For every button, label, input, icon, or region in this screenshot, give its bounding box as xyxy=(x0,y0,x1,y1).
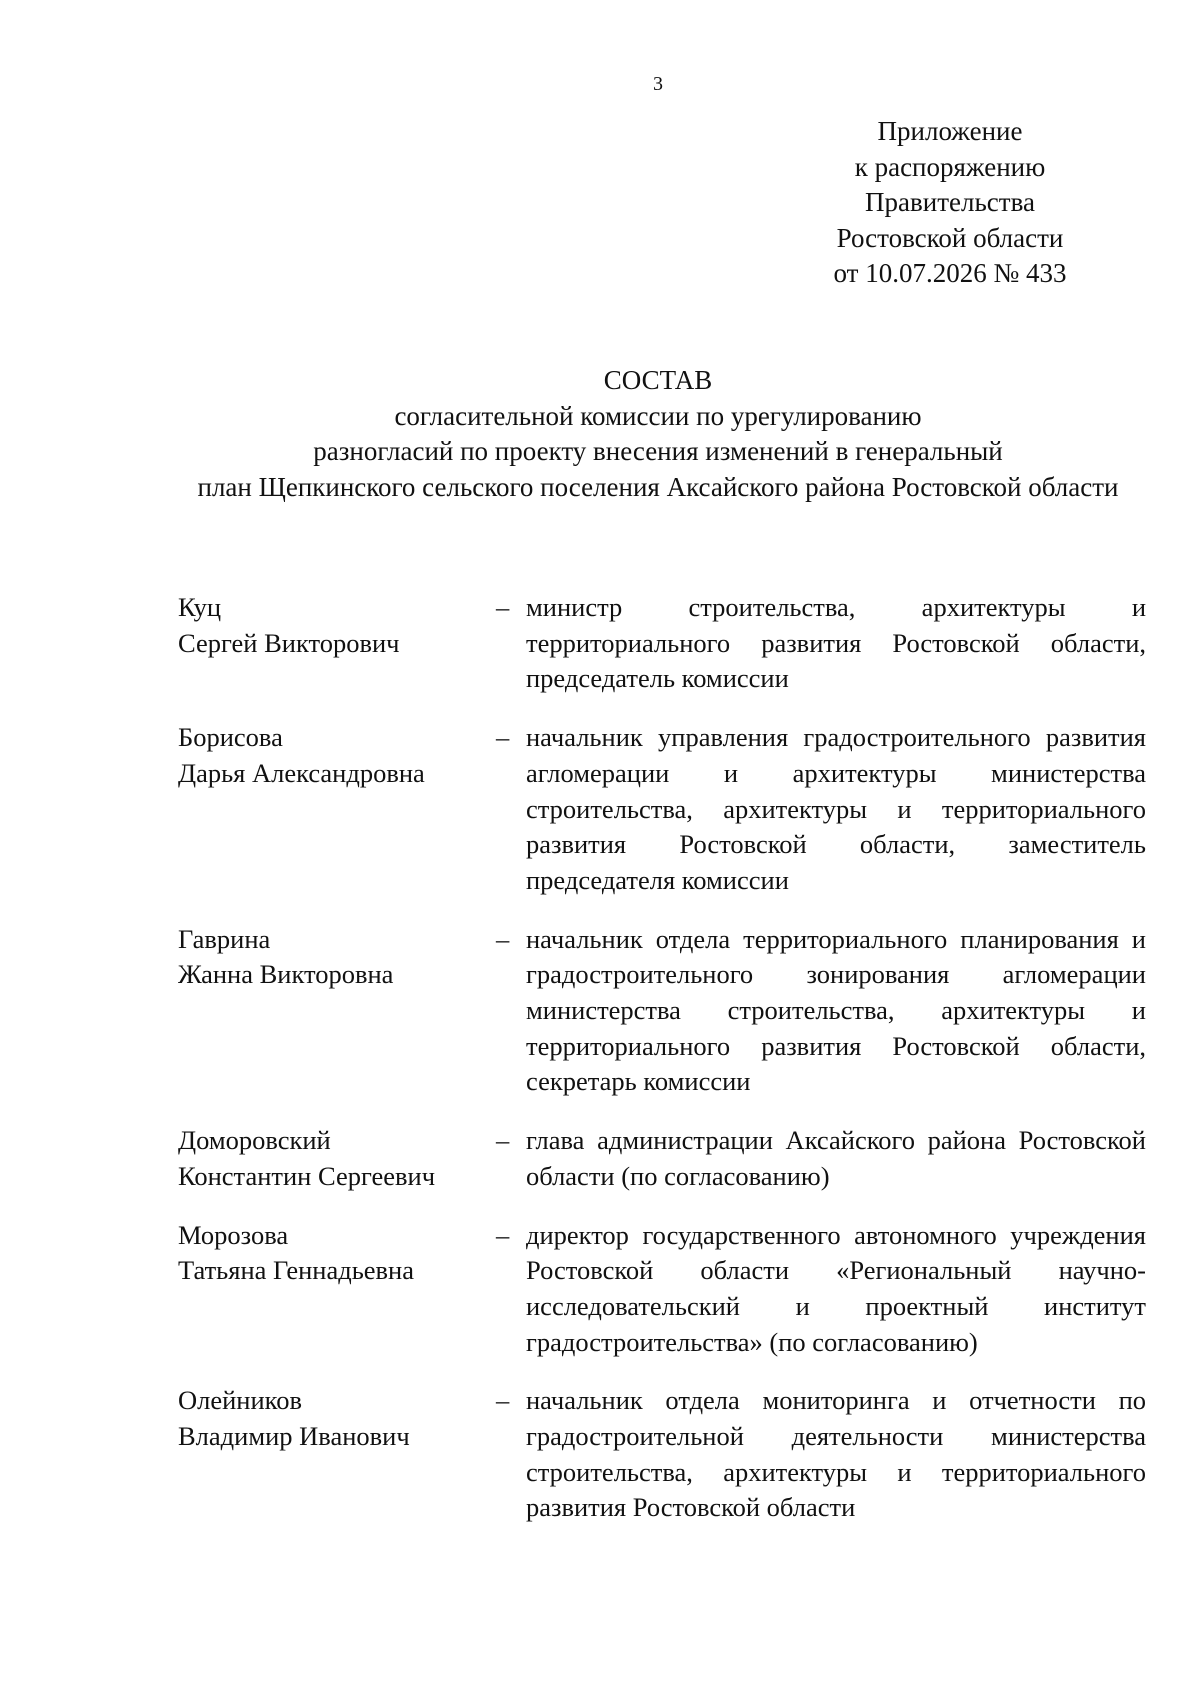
member-dash: – xyxy=(496,1385,510,1416)
member-surname: Морозова xyxy=(178,1219,289,1250)
member-given-names: Татьяна Геннадьевна xyxy=(178,1255,415,1286)
member-row xyxy=(178,1383,1146,1526)
member-row xyxy=(178,720,1146,899)
member-dash: – xyxy=(496,923,510,954)
member-dash: – xyxy=(496,722,510,753)
member-surname: Олейников xyxy=(178,1385,302,1416)
member-name xyxy=(178,1123,488,1194)
member-name xyxy=(178,922,488,1101)
heading-line: согласительной комиссии по урегулированию xyxy=(394,400,922,431)
member-given-names: Сергей Викторович xyxy=(178,627,400,658)
member-given-names: Владимир Иванович xyxy=(178,1421,410,1452)
member-role: министр строительства, архитектуры и территориального развития Ростовской области, председатель комиссии xyxy=(526,592,1146,694)
member-role: глава администрации Аксайского района Ростовской области (по согласованию) xyxy=(526,1125,1146,1191)
member-surname: Куц xyxy=(178,592,222,622)
heading-title: СОСТАВ xyxy=(603,365,713,395)
appendix-line: Ростовской области xyxy=(836,222,1064,253)
member-surname: Доморовский xyxy=(178,1125,331,1156)
member-name xyxy=(178,1383,488,1526)
page-number: 3 xyxy=(653,73,663,95)
member-role: начальник отдела мониторинга и отчетности по градостроительной деятельности министерства строительства, архитектуры и территориального развития Ростовской области xyxy=(526,1385,1146,1523)
member-surname: Борисова xyxy=(178,722,283,753)
appendix-line: к распоряжению xyxy=(854,151,1046,182)
member-row xyxy=(178,1218,1146,1361)
member-name xyxy=(178,590,488,697)
member-row xyxy=(178,922,1146,1101)
member-row xyxy=(178,1123,1146,1194)
member-name xyxy=(178,1218,488,1361)
appendix-line: Приложение xyxy=(877,116,1023,146)
heading-line: план Щепкинского сельского поселения Аксайского района Ростовской области xyxy=(197,471,1119,502)
appendix-line: от 10.07.2026 № 433 xyxy=(833,258,1067,288)
member-given-names: Константин Сергеевич xyxy=(178,1160,436,1191)
member-dash: – xyxy=(496,1219,510,1250)
member-role: начальник отдела территориального планирования и градостроительного зонирования агломерации министерства строительства, архитектуры и территориального развития Ростовской области, секретарь комиссии xyxy=(526,923,1146,1097)
member-role: директор государственного автономного учреждения Ростовской области «Региональный научно-исследовательский и проектный институт градостроительства» (по согласованию) xyxy=(526,1219,1146,1357)
member-given-names: Жанна Викторовна xyxy=(178,959,394,990)
document-heading xyxy=(100,363,1200,505)
commission-members-list xyxy=(178,590,1146,1526)
appendix-block xyxy=(820,114,1080,292)
member-dash: – xyxy=(496,592,510,622)
member-role: начальник управления градостроительного развития агломерации и архитектуры министерства строительства, архитектуры и территориального развития Ростовской области, заместитель председателя комиссии xyxy=(526,722,1146,895)
member-surname: Гаврина xyxy=(178,923,271,954)
member-dash: – xyxy=(496,1125,510,1156)
heading-line: разногласий по проекту внесения изменений в генеральный xyxy=(313,436,1003,466)
member-given-names: Дарья Александровна xyxy=(178,757,425,788)
member-name xyxy=(178,720,488,899)
appendix-line: Правительства xyxy=(865,187,1035,217)
member-row xyxy=(178,590,1146,697)
